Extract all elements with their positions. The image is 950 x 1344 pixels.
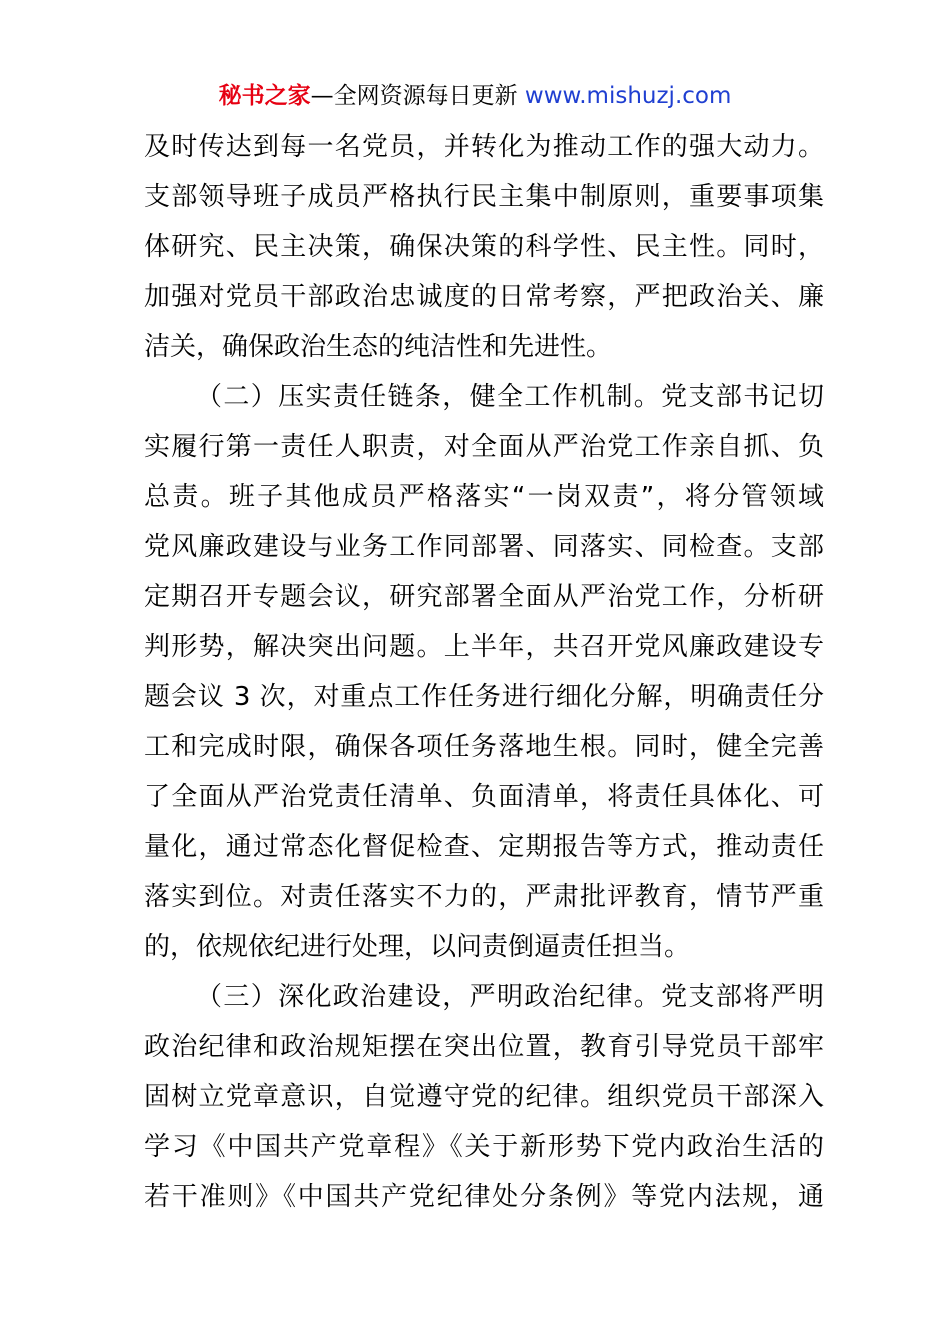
- section-heading-line: （二）压实责任链条，健全工作机制。党支部书记切: [196, 382, 824, 412]
- site-brand: 秘书之家: [218, 83, 311, 109]
- section-heading-line: （三）深化政治建设，严明政治纪律。党支部将严明: [196, 982, 824, 1012]
- text-line: 若干准则》《中国共产党纪律处分条例》等党内法规，通: [144, 1182, 824, 1212]
- text-line: 及时传达到每一名党员，并转化为推动工作的强大动力。: [144, 132, 824, 162]
- text-line: 判形势，解决突出问题。上半年，共召开党风廉政建设专: [144, 632, 824, 662]
- site-header: [0, 80, 950, 112]
- text-line: 题会议 3 次，对重点工作任务进行细化分解，明确责任分: [144, 682, 824, 712]
- text-line: 实履行第一责任人职责，对全面从严治党工作亲自抓、负: [144, 432, 824, 462]
- text-line: 工和完成时限，确保各项任务落地生根。同时，健全完善: [144, 732, 824, 762]
- text-line: 党风廉政建设与业务工作同部署、同落实、同检查。支部: [144, 532, 824, 562]
- text-line: 学习《中国共产党章程》《关于新形势下党内政治生活的: [144, 1132, 824, 1162]
- text-line: 量化，通过常态化督促检查、定期报告等方式，推动责任: [144, 832, 824, 862]
- site-tagline: —全网资源每日更新: [310, 83, 525, 109]
- text-line: 的，依规依纪进行处理，以问责倒逼责任担当。: [144, 932, 691, 962]
- text-line: 总责。班子其他成员严格落实“一岗双责”，将分管领域: [144, 482, 824, 512]
- text-line: 落实到位。对责任落实不力的，严肃批评教育，情节严重: [144, 882, 824, 912]
- text-line: 支部领导班子成员严格执行民主集中制原则，重要事项集: [144, 182, 824, 212]
- document-body: [144, 122, 824, 1222]
- text-line: 洁关，确保政治生态的纯洁性和先进性。: [144, 332, 613, 362]
- text-line: 了全面从严治党责任清单、负面清单，将责任具体化、可: [144, 782, 824, 812]
- text-line: 加强对党员干部政治忠诚度的日常考察，严把政治关、廉: [144, 282, 824, 312]
- site-url[interactable]: www.mishuzj.com: [524, 83, 732, 109]
- text-line: 定期召开专题会议，研究部署全面从严治党工作，分析研: [144, 582, 824, 612]
- text-line: 固树立党章意识，自觉遵守党的纪律。组织党员干部深入: [144, 1082, 824, 1112]
- text-line: 体研究、民主决策，确保决策的科学性、民主性。同时，: [144, 232, 824, 262]
- text-line: 政治纪律和政治规矩摆在突出位置，教育引导党员干部牢: [144, 1032, 824, 1062]
